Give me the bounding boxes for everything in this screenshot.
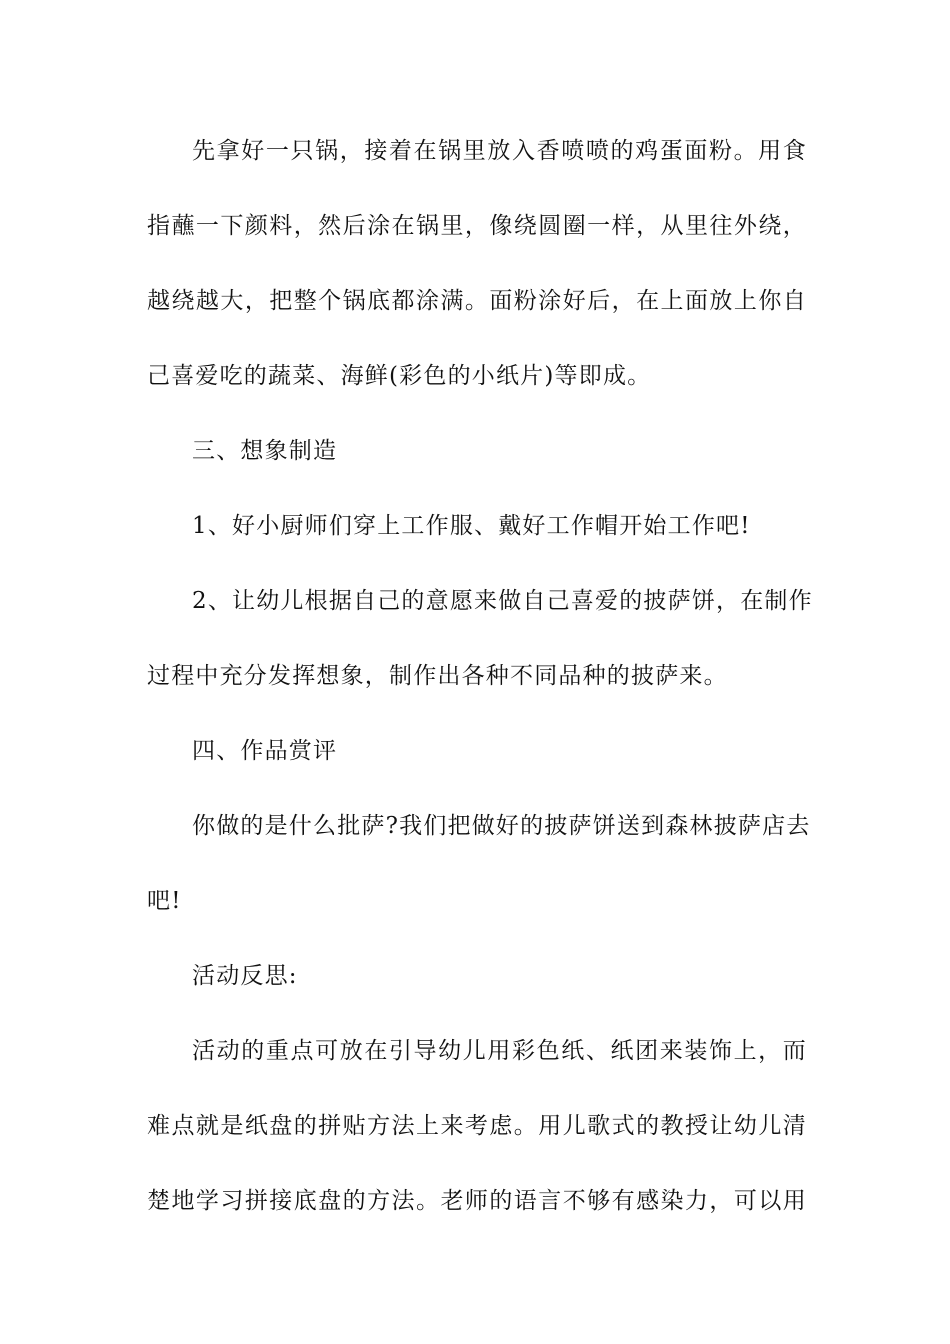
text-line-7: 2、让幼儿根据自己的意愿来做自己喜爱的披萨饼，在制作 <box>192 588 813 614</box>
reflection-heading: 活动反思: <box>192 963 298 989</box>
text-line-15: 楚地学习拼接底盘的方法。老师的语言不够有感染力，可以用 <box>147 1188 807 1214</box>
text-line-13: 活动的重点可放在引导幼儿用彩色纸、纸团来装饰上，而 <box>192 1038 807 1064</box>
text-line-3: 越绕越大，把整个锅底都涂满。面粉涂好后，在上面放上你自 <box>147 288 807 314</box>
text-line-4: 己喜爱吃的蔬菜、海鲜(彩色的小纸片)等即成。 <box>147 363 652 389</box>
text-line-1: 先拿好一只锅，接着在锅里放入香喷喷的鸡蛋面粉。用食 <box>192 138 807 164</box>
section-heading-3: 三、想象制造 <box>192 438 338 464</box>
text-line-14: 难点就是纸盘的拼贴方法上来考虑。用儿歌式的教授让幼儿清 <box>147 1113 807 1139</box>
text-line-6: 1、好小厨师们穿上工作服、戴好工作帽开始工作吧! <box>192 513 751 539</box>
section-heading-4: 四、作品赏评 <box>192 738 338 764</box>
text-line-10: 你做的是什么批萨?我们把做好的披萨饼送到森林披萨店去 <box>192 813 811 839</box>
text-line-2: 指蘸一下颜料，然后涂在锅里，像绕圆圈一样，从里往外绕， <box>147 213 807 239</box>
text-line-11: 吧! <box>147 888 182 914</box>
text-line-8: 过程中充分发挥想象，制作出各种不同品种的披萨来。 <box>147 663 728 689</box>
